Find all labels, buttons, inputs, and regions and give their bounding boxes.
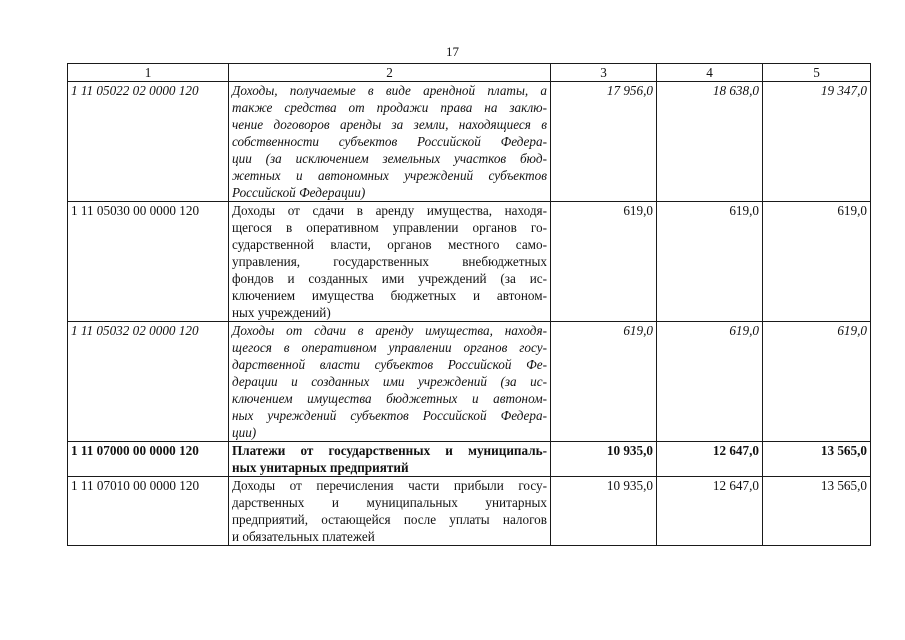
value-col5: 19 347,0 — [763, 82, 871, 202]
description-line: Доходы, получаемые в виде арендной платы, а — [232, 83, 547, 98]
column-header-3: 3 — [551, 64, 657, 82]
income-description — [229, 82, 551, 202]
description-line: дерации и созданных ими учреждений (за ис- — [232, 374, 547, 389]
table-row — [68, 322, 871, 442]
value-col5: 619,0 — [763, 202, 871, 322]
description-line: управления, государственных внебюджетных — [232, 254, 547, 269]
page-number: 17 — [446, 44, 459, 59]
description-line: дарственной власти субъектов Российской Фе- — [232, 357, 547, 372]
budget-code: 1 11 05030 00 0000 120 — [68, 202, 229, 322]
value-col5: 13 565,0 — [763, 442, 871, 477]
table-row — [68, 442, 871, 477]
description-line: сударственной власти, органов местного само- — [232, 237, 547, 252]
value-col4: 12 647,0 — [657, 442, 763, 477]
value-col3: 17 956,0 — [551, 82, 657, 202]
description-line: Доходы от сдачи в аренду имущества, находя- — [232, 323, 547, 338]
value-col5: 619,0 — [763, 322, 871, 442]
value-col3: 10 935,0 — [551, 442, 657, 477]
value-col3: 619,0 — [551, 202, 657, 322]
description-line: жетных и автономных учреждений субъектов — [232, 168, 547, 183]
table-row — [68, 82, 871, 202]
description-line: Доходы от сдачи в аренду имущества, находя- — [232, 203, 547, 218]
budget-code: 1 11 05022 02 0000 120 — [68, 82, 229, 202]
value-col4: 12 647,0 — [657, 477, 763, 546]
description-line: Платежи от государственных и муниципаль- — [232, 443, 547, 458]
table-row — [68, 477, 871, 546]
description-line: ключением имущества бюджетных и автоном- — [232, 288, 547, 303]
column-header-4: 4 — [657, 64, 763, 82]
income-description — [229, 202, 551, 322]
description-line: предприятий, остающейся после уплаты налогов — [232, 512, 547, 527]
description-line: фондов и созданных ими учреждений (за ис- — [232, 271, 547, 286]
description-line: дарственных и муниципальных унитарных — [232, 495, 547, 510]
value-col5: 13 565,0 — [763, 477, 871, 546]
description-line: ных учреждений субъектов Российской Федера- — [232, 408, 547, 423]
description-line: и обязательных платежей — [232, 529, 375, 544]
budget-code: 1 11 07000 00 0000 120 — [68, 442, 229, 477]
description-line: чение договоров аренды за земли, находящиеся в — [232, 117, 547, 132]
income-description — [229, 477, 551, 546]
value-col3: 10 935,0 — [551, 477, 657, 546]
description-line: также средства от продажи права на заклю- — [232, 100, 547, 115]
description-line: ции) — [232, 425, 257, 440]
description-line: Российской Федерации) — [232, 185, 366, 200]
table-header-row — [68, 64, 871, 82]
description-line: щегося в оперативном управлении органов го- — [232, 220, 547, 235]
value-col4: 619,0 — [657, 322, 763, 442]
budget-code: 1 11 05032 02 0000 120 — [68, 322, 229, 442]
value-col4: 619,0 — [657, 202, 763, 322]
value-col4: 18 638,0 — [657, 82, 763, 202]
column-header-2: 2 — [229, 64, 551, 82]
description-line: собственности субъектов Российской Федера- — [232, 134, 547, 149]
description-line: ных унитарных предприятий — [232, 460, 409, 475]
value-col3: 619,0 — [551, 322, 657, 442]
budget-table — [67, 63, 871, 546]
description-line: щегося в оперативном управлении органов госу- — [232, 340, 547, 355]
description-line: Доходы от перечисления части прибыли госу- — [232, 478, 547, 493]
description-line: ключением имущества бюджетных и автоном- — [232, 391, 547, 406]
table-row — [68, 202, 871, 322]
column-header-1: 1 — [68, 64, 229, 82]
column-header-5: 5 — [763, 64, 871, 82]
budget-code: 1 11 07010 00 0000 120 — [68, 477, 229, 546]
description-line: ных учреждений) — [232, 305, 331, 320]
income-description — [229, 442, 551, 477]
description-line: ции (за исключением земельных участков бюд- — [232, 151, 547, 166]
income-description — [229, 322, 551, 442]
